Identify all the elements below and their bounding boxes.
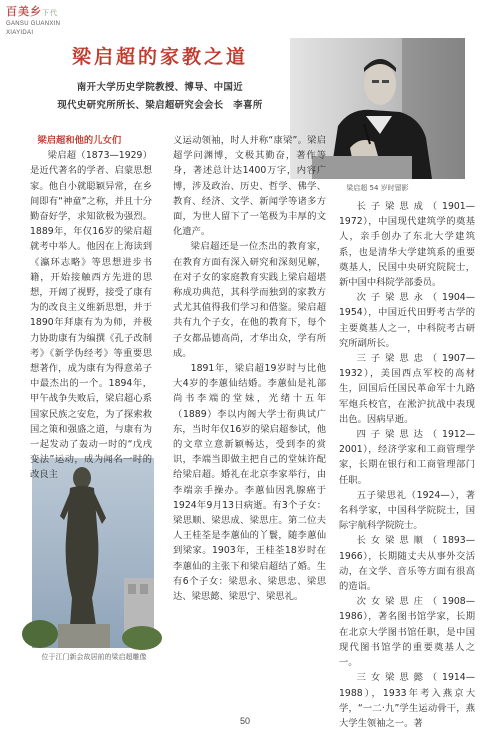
paragraph: 五子梁思礼（1924—），著名科学家，中国科学院院士，国际宇航科学院院士。 [339, 489, 475, 532]
paragraph: 四子梁思达（1912—2001），经济学家和工商管理学家，长期在银行和工商管理部门任职。 [339, 429, 475, 486]
masthead [6, 3, 86, 43]
statue-caption: 位于江门新会故居前的梁启超雕像 [41, 653, 147, 661]
article-title: 梁启超的家教之道 [71, 46, 248, 68]
article-column-2 [173, 133, 326, 721]
paragraph: 长女梁思顺（1893—1966），长期随丈夫从事外交活动，在文学、音乐等方面有很高的造诣。 [339, 535, 475, 593]
portrait-caption: 梁启超 54 岁时留影 [346, 184, 409, 192]
section-subhead: 梁启超和他的儿女们 [37, 135, 122, 146]
masthead-logo: 百美乡下代 [6, 5, 58, 18]
paragraph: 次子梁思永（1904—1954），中国近代田野考古学的主要奠基人之一，中科院考古研究所副所长。 [339, 292, 475, 349]
paragraph: 1891年，梁启超19岁时与比他大4岁的李蕙仙结婚。李蕙仙是礼部尚书李端的堂妹，光绪十五年（1889）李以内阁大学士衔典试广东，当时年仅16岁的梁启超参试，他的文章立意新颖畅达，受到李的赏识，李端当即做主把自己的堂妹许配给梁启超。婚礼在北京李家举行，由李端亲手操办。李蕙仙因乳腺癌于1924年9月13日病逝。有3个子女：梁思顺、梁思成、梁思庄。第二位夫人王桂荃是李蕙仙的丫鬟，随李蕙仙到梁家。1903年，王桂荃18岁时在李蕙仙的主张下和梁启超结了婚。生有6个子女：梁思永、梁思忠、梁思达、梁思懿、梁思宁、梁思礼。 [173, 363, 326, 603]
paragraph: 三女梁思懿（1914—1988），1933年考入燕京大学，“一二·九”学生运动骨干，燕大学生领袖之一。著 [339, 672, 475, 729]
paragraph: 义运动领袖，时人并称“康梁”。梁启超学问渊博，文极其勤奋，著作等身，著述总计达1400万字，内容广博，涉及政治、历史、哲学、佛学、教育、经济、文学、新闻学等诸多方面，为世人留下了一笔极为丰厚的文化遗产。 [173, 135, 326, 238]
masthead-sub-2: XIAYIDAI [6, 30, 34, 36]
masthead-sub-1: GANSU GUANXIN [6, 21, 61, 27]
statue-photo [32, 458, 154, 648]
article-column-3 [339, 199, 475, 729]
byline-line-1: 南开大学历史学院教授、博导、中国近 [76, 82, 244, 93]
paragraph: 梁启超还是一位杰出的教育家，在教育方面有深入研究和深刻见解，在对子女的家庭教育实践上梁启超堪称成功典范，其科学而独到的家教方式尤其值得我们学习和借鉴。梁启超共有九个子女，在他的教育下，每个子女都品德高尚，才华出众，学有所成。 [173, 241, 326, 359]
paragraph: 次女梁思庄（1908—1986），著名图书馆学家，长期在北京大学图书馆任职，是中国现代图书馆学的重要奠基人之一。 [339, 596, 475, 669]
statue-image [32, 458, 154, 648]
page-number: 50 [240, 716, 251, 726]
byline-line-2: 现代史研究所所长、梁启超研究会会长 李喜所 [57, 100, 263, 111]
article-column-1 [30, 133, 152, 481]
paragraph: 梁启超（1873—1929）是近代著名的学者、启蒙思想家。他自小就聪颖异常，在乡间即有“神童”之称，并且十分勤奋好学，求知欲极为强烈。1889年，年仅16岁的梁启超就考中举人。他因在上海读到《瀛环志略》等思想进步书籍，开始接触西方先进的思想，开阔了视野，接受了康有为的改良主义维新思想，并于1890年拜康有为为师，并极力协助康有为编撰《孔子改制考》《新学伪经考》等重要思想著作，成为康有为得意弟子中最杰出的一个。1894年，甲午战争失败后，梁启超心系国家民族之安危，为了探索救国之策和强盛之道，与康有为一起发动了轰动一时的“戊戌变法”运动，成为闻名一时的改良主 [30, 150, 152, 481]
paragraph: 三子梁思忠（1907—1932），美国西点军校的高材生，回国后任国民革命军十九路军炮兵校官，在淞沪抗战中表现出色。因病早逝。 [339, 353, 475, 425]
paragraph: 长子梁思成（1901—1972），中国现代建筑学的奠基人，亲手创办了东北大学建筑系，也是清华大学建筑系的重要奠基人，民国中央研究院院士，新中国中科院学部委员。 [339, 201, 475, 289]
